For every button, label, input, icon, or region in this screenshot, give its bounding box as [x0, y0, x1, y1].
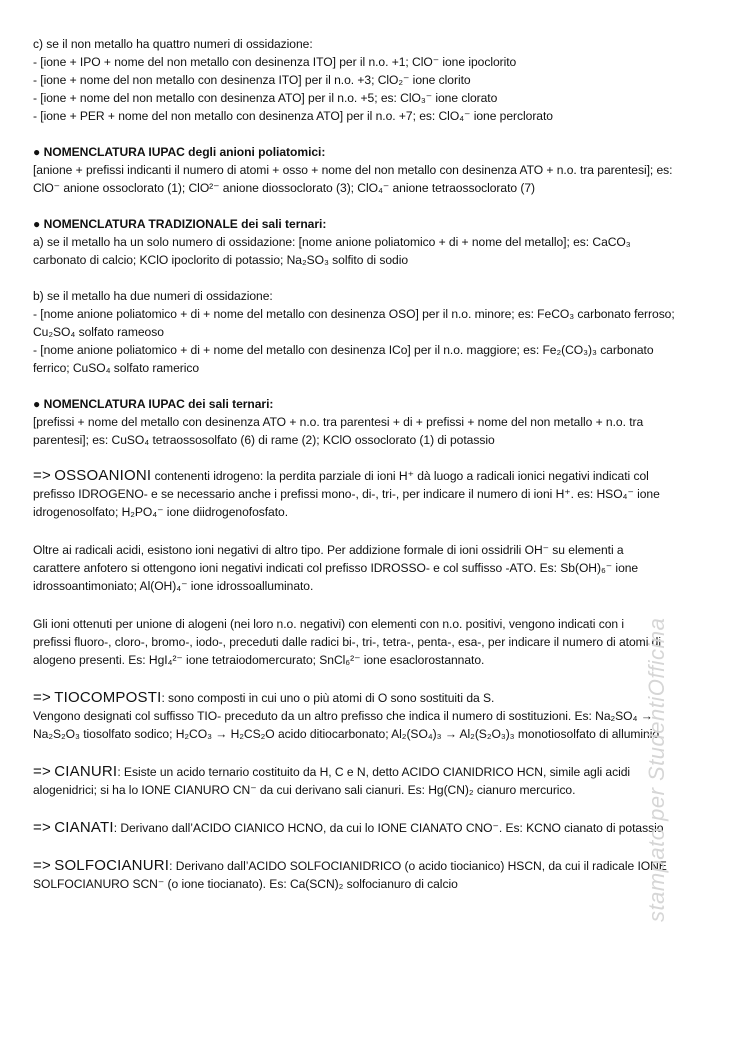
section-c-line-ito: - [ione + nome del non metallo con desinenza ITO] per il n.o. +3; ClO₂⁻ ione clorito: [33, 73, 471, 87]
cianuri-line1-text: : Esiste un acido ternario costituito da H, C e N, detto ACIDO CIANIDRICO HCN, simile agli acidi: [117, 765, 631, 779]
watermark: stampato per StudentiOfficina: [644, 617, 669, 922]
iupac-anions-heading: ● NOMENCLATURA IUPAC degli anioni poliatomici:: [33, 145, 326, 159]
ossoanioni-line1b: la perdita parziale di ioni H⁺ dà luogo a radicali ionici negativi indicati col: [266, 469, 649, 483]
idrosso-line2: carattere anfotero si ottengono ioni negativi indicati col prefisso IDROSSO- e col suffisso -ATO. Es: Sb(OH)₆⁻ ione: [33, 561, 639, 575]
section-c-line-per: - [ione + PER + nome del non metallo con desinenza ATO] per il n.o. +7; es: ClO₄⁻ ione perclorato: [33, 109, 553, 123]
iupac-anions-block: [33, 143, 711, 197]
solfocianuri-line2: SOLFOCIANURO SCN⁻ (o ione tiocianato). Es: Ca(SCN)₂ solfocianuro di calcio: [33, 877, 458, 891]
trad-salts-b-intro: b) se il metallo ha due numeri di ossidazione:: [33, 289, 273, 303]
ossoanioni-line3: idrogenosolfato; H₂PO₄⁻ ione diidrogenofosfato.: [33, 505, 289, 519]
solfocianuri-line1-text: : Derivano dall’ACIDO SOLFOCIANIDRICO (o acido tiocianico) HSCN, da cui il radicale IONE: [169, 859, 667, 873]
tiocomposti-line3: Na₂S₂O₃ tiosolfato sodico; H₂CO₃ → H₂CS₂O acido ditiocarbonato; Al₂(SO₄)₃ → Al₂(S₂O₃)₃ monotiosolfato di alluminio.: [33, 727, 663, 741]
section-c-line-ato: - [ione + nome del non metallo con desinenza ATO] per il n.o. +5; es: ClO₃⁻ ione clorato: [33, 91, 498, 105]
ossoanioni-title: OSSOANIONI: [54, 467, 152, 484]
solfocianuri-arrow: =>: [33, 857, 51, 874]
cianuri-block: [33, 763, 711, 799]
section-c-line-ipo: - [ione + IPO + nome del non metallo con desinenza ITO] per il n.o. +1; ClO⁻ ione ipoclorito: [33, 55, 517, 69]
cianati-arrow: =>: [33, 819, 51, 836]
idrosso-line3: idrossoantimoniato; Al(OH)₄⁻ ione idrossoalluminato.: [33, 579, 314, 593]
alogeni-line3: alogeno presenti. Es: HgI₄²⁻ ione tetraiodomercurato; SnCl₆²⁻ ione esaclorostannato.: [33, 653, 485, 667]
ossoanioni-arrow: =>: [33, 467, 51, 484]
section-c-intro: c) se il non metallo ha quattro numeri di ossidazione:: [33, 37, 313, 51]
trad-salts-a-line1: a) se il metallo ha un solo numero di ossidazione: [nome anione poliatomico + di + nome del metallo]; es: CaCO₃: [33, 235, 631, 249]
trad-salts-heading: ● NOMENCLATURA TRADIZIONALE dei sali ternari:: [33, 217, 327, 231]
ossoanioni-block: [33, 467, 711, 521]
trad-salts-b-oso-line1: - [nome anione poliatomico + di + nome del metallo con desinenza OSO] per il n.o. minore; es: FeCO₃ carbonato ferroso;: [33, 307, 675, 321]
section-c-block: [33, 35, 711, 125]
iupac-salts-heading: ● NOMENCLATURA IUPAC dei sali ternari:: [33, 397, 274, 411]
cianati-title: CIANATI: [54, 819, 114, 836]
cianati-block: [33, 819, 711, 837]
cianuri-arrow: =>: [33, 763, 51, 780]
cianati-line1-text: : Derivano dall’ACIDO CIANICO HCNO, da cui lo IONE CIANATO CNO⁻. Es: KCNO cianato di potassio: [113, 821, 664, 835]
tiocomposti-line1: [33, 689, 711, 707]
cianuri-line1: [33, 763, 711, 781]
tiocomposti-block: [33, 689, 711, 743]
alogeni-block: [33, 615, 711, 669]
solfocianuri-line1: [33, 857, 711, 875]
trad-salts-b-ico-line2: ferrico; CuSO₄ solfato ramerico: [33, 361, 200, 375]
ossoanioni-line2: prefisso IDROGENO- e se necessario anche i prefissi mono-, di-, tri-, per indicare il numero di ioni H⁺. es: HSO₄⁻ ione: [33, 487, 660, 501]
solfocianuri-block: [33, 857, 711, 893]
cianuri-line2: alogenidrici; si ha lo IONE CIANURO CN⁻ da cui derivano sali cianuri. Es: Hg(CN)₂ cianuro mercurico.: [33, 783, 576, 797]
tiocomposti-line1-text: : sono composti in cui uno o più atomi di O sono sostituiti da S.: [161, 691, 495, 705]
ossoanioni-line1: [33, 467, 711, 485]
tiocomposti-arrow: =>: [33, 689, 51, 706]
trad-salts-b-oso-line2: Cu₂SO₄ solfato rameoso: [33, 325, 164, 339]
iupac-salts-block: [33, 395, 711, 449]
iupac-anions-rule: [anione + prefissi indicanti il numero di atomi + osso + nome del non metallo con desinenza ATO + n.o. tra parentesi]; es:: [33, 163, 673, 177]
cianati-line1: [33, 819, 711, 837]
solfocianuri-title: SOLFOCIANURI: [54, 857, 170, 874]
tiocomposti-title: TIOCOMPOSTI: [54, 689, 162, 706]
iupac-salts-rule: [prefissi + nome del metallo con desinenza ATO + n.o. tra parentesi + di + prefissi + nome del non metallo + n.o. tra: [33, 415, 644, 429]
document-page: [33, 35, 711, 911]
ossoanioni-line1a: contenenti idrogeno:: [154, 469, 264, 483]
idrosso-line1: Oltre ai radicali acidi, esistono ioni negativi di altro tipo. Per addizione formale di ioni ossidrili OH⁻ su elementi a: [33, 543, 624, 557]
trad-salts-block: [33, 215, 711, 269]
trad-salts-b-block: [33, 287, 711, 377]
trad-salts-b-ico-line1: - [nome anione poliatomico + di + nome del metallo con desinenza ICo] per il n.o. maggiore; es: Fe₂(CO₃)₃ carbonato: [33, 343, 654, 357]
trad-salts-a-line2: carbonato di calcio; KClO ipoclorito di potassio; Na₂SO₃ solfito di sodio: [33, 253, 409, 267]
idrosso-block: [33, 541, 711, 595]
alogeni-line2: prefissi fluoro-, cloro-, bromo-, iodo-, preceduti dalle radici bi-, tri-, tetra-, penta-, esa-, per indicare il numero di atomi di: [33, 635, 661, 649]
tiocomposti-line2: Vengono designati col suffisso TIO- preceduto da un altro prefisso che indica il numero di sostituzioni. Es: Na₂SO₄ →: [33, 709, 653, 723]
iupac-anions-examples: ClO⁻ anione ossoclorato (1); ClO²⁻ anione diossoclorato (3); ClO₄⁻ anione tetraossoclorato (7): [33, 181, 536, 195]
iupac-salts-example: parentesi]; es: CuSO₄ tetraossosolfato (6) di rame (2); KClO ossoclorato (1) di potassio: [33, 433, 495, 447]
alogeni-line1: Gli ioni ottenuti per unione di alogeni (nei loro n.o. negativi) con elementi con n.o. positivi, vengono indicati con i: [33, 617, 625, 631]
cianuri-title: CIANURI: [54, 763, 118, 780]
